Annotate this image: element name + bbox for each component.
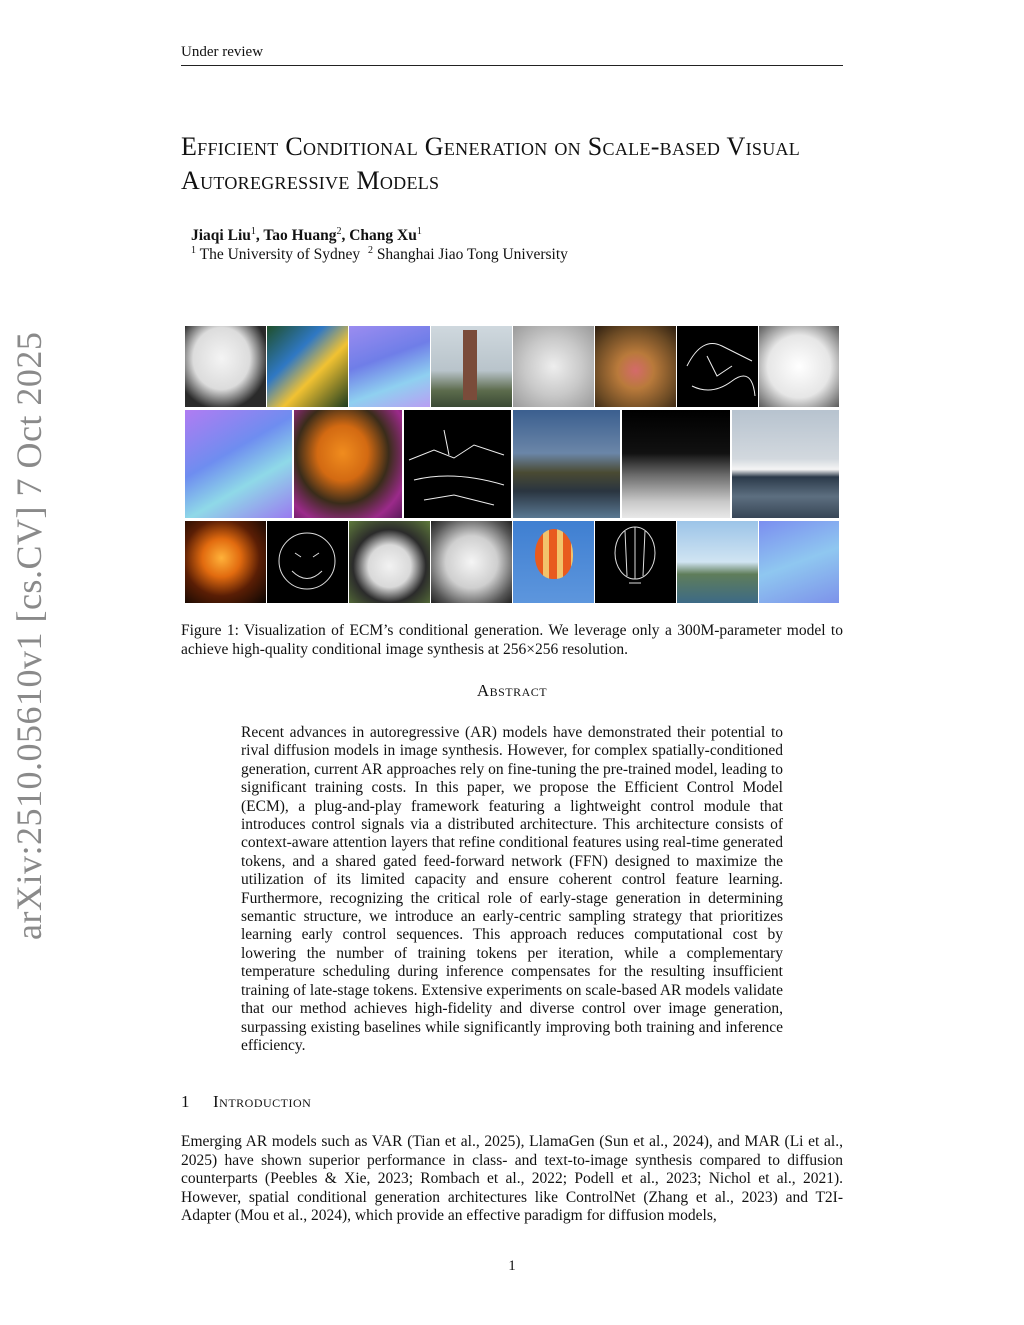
figure-tile-lion — [595, 326, 676, 407]
figure-tile-cruise-ship — [732, 410, 839, 518]
figure-tile-normal-map — [759, 521, 839, 603]
author-separator: , — [341, 227, 350, 245]
figure-tile-depth-map — [622, 410, 730, 518]
figure-caption: Figure 1: Visualization of ECM’s conditional generation. We leverage only a 300M-parameter model to achieve high-quality conditional image synthesis at 256×256 resolution. — [181, 622, 843, 658]
author-affiliation-mark: 1 — [416, 226, 422, 237]
figure-tile-normal-map — [185, 410, 292, 518]
running-header: Under review — [181, 44, 264, 60]
edge-lines — [677, 326, 758, 407]
section-number: 1 — [181, 1092, 190, 1111]
header-rule — [181, 65, 843, 66]
page-number: 1 — [508, 1258, 516, 1274]
author-affiliation-mark: 2 — [336, 226, 342, 237]
introduction-text: Emerging AR models such as VAR (Tian et al., 2025), LlamaGen (Sun et al., 2024), and MAR (Li et al., 2025) have shown superior performance in class- and text-to-image synthesis compared to diffusion counterparts (Peebles & Xie, 2023; Rombach et al., 2022; Podell et al., 2023; Nichol et al., 2021). However, spatial conditional generation architectures like ControlNet (Zhang et al., 2023) and T2I-Adapter (Mou et al., 2024), which provide an effective paradigm for diffusion models, — [181, 1133, 843, 1225]
affiliation-name: The University of Sydney — [199, 246, 361, 264]
figure-tile-edge-map — [595, 521, 676, 603]
figure-tile-bridge — [677, 521, 758, 603]
edge-lines — [267, 521, 348, 603]
figure-tile-edge-map — [404, 410, 511, 518]
section-title: Introduction — [213, 1092, 312, 1111]
figure-tile-clock-tower — [431, 326, 512, 407]
affiliation-name: Shanghai Jiao Tong University — [376, 246, 568, 264]
figure-tile-pumpkin — [185, 521, 266, 603]
edge-lines — [404, 410, 511, 518]
abstract-heading: Abstract — [476, 681, 548, 700]
figure-tile-panda — [349, 521, 430, 603]
author-separator: , — [255, 227, 264, 245]
affiliations — [191, 245, 568, 264]
affiliation-mark: 1 — [191, 245, 196, 256]
author-name: Chang Xu — [349, 227, 417, 245]
abstract-text: Recent advances in autoregressive (AR) models have demonstrated their potential to rival diffusion models in image synthesis. However, for complex spatially-conditioned generation, current AR approaches rely on fine-tuning the pre-trained model, leading to significant training costs. In this paper, we propose the Efficient Control Model (ECM), a plug-and-play framework featuring a lightweight control module that introduces control signals via a distributed architecture. This architecture consists of context-aware attention layers that refine conditional features using real-time generated tokens, and a shared gated feed-forward network (FFN) designed to maximize the utilization of its limited capacity and ensure coherent control feature learning. Furthermore, recognizing the critical role of early-stage generation in determining semantic structure, we introduce an early-centric sampling strategy that prioritizes learning early control sequences. This approach reduces computational cost by lowering the number of training tokens per iteration, while a complementary temperature scheduling during inference compensates for the resulting insufficient training of late-stage tokens. Extensive experiments on scale-based AR models validate that our method achieves high-fidelity and diverse control over image generation, surpassing existing baselines while significantly improving both training and inference efficiency. — [241, 724, 783, 1054]
figure-tile-depth-map — [185, 326, 266, 407]
figure-tile-parrot — [267, 326, 348, 407]
section-heading — [181, 1092, 311, 1112]
figure-image-grid — [185, 326, 839, 603]
figure-tile-edge-map — [267, 521, 348, 603]
figure-tile-white-dog — [759, 326, 839, 407]
figure-tile-depth-map — [431, 521, 512, 603]
figure-tile-castle-lake — [513, 410, 620, 518]
figure-tile-butterfly — [294, 410, 402, 518]
author-name: Tao Huang — [263, 227, 337, 245]
figure-tile-normal-map — [349, 326, 430, 407]
arxiv-identifier-sidebar: arXiv:2510.05610v1 [cs.CV] 7 Oct 2025 — [9, 331, 49, 940]
edge-lines — [595, 521, 676, 603]
author-list — [191, 226, 422, 245]
figure-tile-edge-map — [677, 326, 758, 407]
author-affiliation-mark: 1 — [250, 226, 256, 237]
figure-tile-hot-air-balloon — [513, 521, 594, 603]
paper-title: Efficient Conditional Generation on Scale-based Visual Autoregressive Models — [181, 132, 801, 195]
author-name: Jiaqi Liu — [191, 227, 251, 245]
affiliation-mark: 2 — [367, 245, 373, 256]
figure-tile-depth-map — [513, 326, 594, 407]
